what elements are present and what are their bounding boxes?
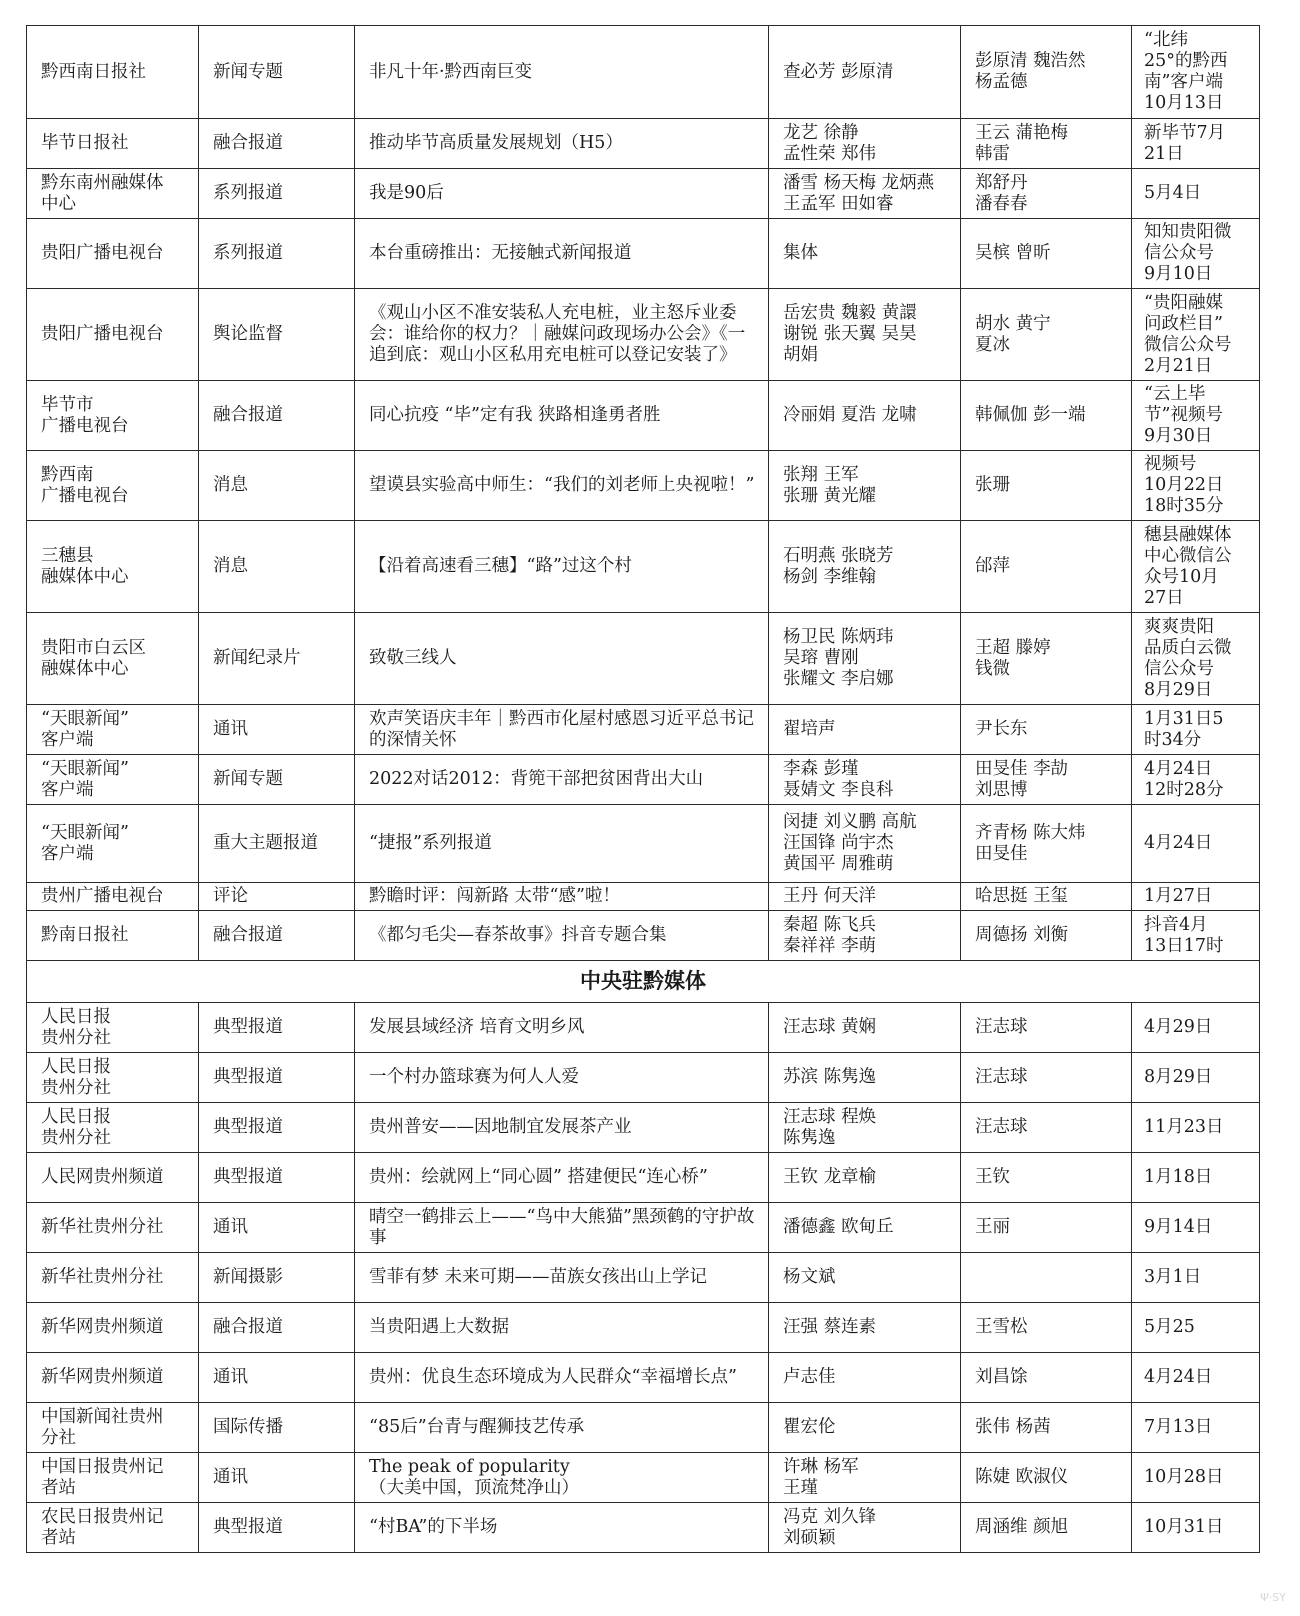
title-cell: 贵州普安——因地制宜发展茶产业 — [355, 1103, 769, 1153]
author-cell: 冷丽娟 夏浩 龙啸 — [769, 381, 961, 451]
publish-date-cell: 5月25 — [1132, 1303, 1260, 1353]
table-row — [27, 1003, 1260, 1053]
title-cell: 《都匀毛尖—春茶故事》抖音专题合集 — [355, 911, 769, 961]
title-cell: 【沿着高速看三穗】“路”过这个村 — [355, 521, 769, 613]
author-cell: 岳宏贵 魏毅 黄譞 谢锐 张天翼 吴昊 胡娟 — [769, 289, 961, 381]
publish-date-cell: 知知贵阳微 信公众号 9月10日 — [1132, 219, 1260, 289]
editor-cell: 韩佩伽 彭一端 — [961, 381, 1132, 451]
category-cell: 消息 — [199, 451, 355, 521]
table-row — [27, 1203, 1260, 1253]
editor-cell: 王雪松 — [961, 1303, 1132, 1353]
editor-cell: 齐青杨 陈大炜 田旻佳 — [961, 805, 1132, 883]
category-cell: 融合报道 — [199, 381, 355, 451]
editor-cell: 王超 滕婷 钱微 — [961, 613, 1132, 705]
publish-date-cell: 3月1日 — [1132, 1253, 1260, 1303]
category-cell: 通讯 — [199, 1203, 355, 1253]
author-cell: 潘德鑫 欧甸丘 — [769, 1203, 961, 1253]
title-cell: “村BA”的下半场 — [355, 1503, 769, 1553]
title-cell: 我是90后 — [355, 169, 769, 219]
unit-cell: 中国日报贵州记 者站 — [27, 1453, 199, 1503]
author-cell: 杨卫民 陈炳玮 吴瑢 曹刚 张耀文 李启娜 — [769, 613, 961, 705]
editor-cell: 陈婕 欧淑仪 — [961, 1453, 1132, 1503]
title-cell: The peak of popularity （大美中国，顶流梵净山） — [355, 1453, 769, 1503]
title-cell: 非凡十年·黔西南巨变 — [355, 26, 769, 119]
publish-date-cell: 4月29日 — [1132, 1003, 1260, 1053]
unit-cell: 中国新闻社贵州 分社 — [27, 1403, 199, 1453]
publish-date-cell: 穗县融媒体 中心微信公 众号10月 27日 — [1132, 521, 1260, 613]
title-cell: 发展县域经济 培育文明乡风 — [355, 1003, 769, 1053]
publish-date-cell: 1月27日 — [1132, 883, 1260, 911]
author-cell: 闵捷 刘义鹏 高航 汪国锋 尚宇杰 黄国平 周雅萌 — [769, 805, 961, 883]
table-row — [27, 911, 1260, 961]
table-row — [27, 26, 1260, 119]
author-cell: 卢志佳 — [769, 1353, 961, 1403]
category-cell: 评论 — [199, 883, 355, 911]
unit-cell: 农民日报贵州记 者站 — [27, 1503, 199, 1553]
unit-cell: 人民日报 贵州分社 — [27, 1053, 199, 1103]
author-cell: 翟培声 — [769, 705, 961, 755]
editor-cell: 王丽 — [961, 1203, 1132, 1253]
table-row — [27, 289, 1260, 381]
table-row — [27, 1053, 1260, 1103]
title-cell: 《观山小区不准安装私人充电桩，业主怒斥业委会：谁给你的权力？｜融媒问政现场办公会》《一追到底：观山小区私用充电桩可以登记安装了》 — [355, 289, 769, 381]
category-cell: 新闻专题 — [199, 755, 355, 805]
publish-date-cell: 11月23日 — [1132, 1103, 1260, 1153]
publish-date-cell: “北纬 25°的黔西 南”客户端 10月13日 — [1132, 26, 1260, 119]
author-cell: 苏滨 陈隽逸 — [769, 1053, 961, 1103]
category-cell: 消息 — [199, 521, 355, 613]
editor-cell: 王云 蒲艳梅 韩雷 — [961, 119, 1132, 169]
author-cell: 汪强 蔡连素 — [769, 1303, 961, 1353]
section-header-row — [27, 961, 1260, 1003]
editor-cell: 彭原清 魏浩然 杨孟德 — [961, 26, 1132, 119]
author-cell: 冯克 刘久锋 刘硕颖 — [769, 1503, 961, 1553]
publish-date-cell: 10月28日 — [1132, 1453, 1260, 1503]
table-row — [27, 1353, 1260, 1403]
title-cell: 贵州：优良生态环境成为人民群众“幸福增长点” — [355, 1353, 769, 1403]
publish-date-cell: 10月31日 — [1132, 1503, 1260, 1553]
title-cell: 晴空一鹤排云上——“鸟中大熊猫”黑颈鹤的守护故事 — [355, 1203, 769, 1253]
title-cell: 同心抗疫 “毕”定有我 狭路相逢勇者胜 — [355, 381, 769, 451]
table-row — [27, 1403, 1260, 1453]
author-cell: 王丹 何天洋 — [769, 883, 961, 911]
unit-cell: 贵州广播电视台 — [27, 883, 199, 911]
category-cell: 通讯 — [199, 705, 355, 755]
unit-cell: 贵阳广播电视台 — [27, 219, 199, 289]
publish-date-cell: 新毕节7月 21日 — [1132, 119, 1260, 169]
author-cell: 张翔 王军 张珊 黄光耀 — [769, 451, 961, 521]
publish-date-cell: 8月29日 — [1132, 1053, 1260, 1103]
editor-cell: 周德扬 刘衡 — [961, 911, 1132, 961]
author-cell: 杨文斌 — [769, 1253, 961, 1303]
editor-cell: 王钦 — [961, 1153, 1132, 1203]
title-cell: 2022对话2012：背篼干部把贫困背出大山 — [355, 755, 769, 805]
unit-cell: 新华网贵州频道 — [27, 1303, 199, 1353]
author-cell: 秦超 陈飞兵 秦祥祥 李萌 — [769, 911, 961, 961]
unit-cell: 贵阳市白云区 融媒体中心 — [27, 613, 199, 705]
editor-cell: 汪志球 — [961, 1103, 1132, 1153]
unit-cell: 人民网贵州频道 — [27, 1153, 199, 1203]
title-cell: 黔瞻时评：闯新路 太带“感”啦！ — [355, 883, 769, 911]
category-cell: 通讯 — [199, 1353, 355, 1403]
category-cell: 国际传播 — [199, 1403, 355, 1453]
title-cell: 当贵阳遇上大数据 — [355, 1303, 769, 1353]
table-row — [27, 1303, 1260, 1353]
category-cell: 典型报道 — [199, 1503, 355, 1553]
author-cell: 许琳 杨军 王瑾 — [769, 1453, 961, 1503]
category-cell: 融合报道 — [199, 1303, 355, 1353]
category-cell: 新闻摄影 — [199, 1253, 355, 1303]
unit-cell: 新华网贵州频道 — [27, 1353, 199, 1403]
category-cell: 通讯 — [199, 1453, 355, 1503]
title-cell: 雪菲有梦 未来可期——苗族女孩出山上学记 — [355, 1253, 769, 1303]
title-cell: “捷报”系列报道 — [355, 805, 769, 883]
awards-table — [26, 25, 1260, 1553]
category-cell: 典型报道 — [199, 1103, 355, 1153]
publish-date-cell: 4月24日 — [1132, 805, 1260, 883]
publish-date-cell: “云上毕 节”视频号 9月30日 — [1132, 381, 1260, 451]
table-body — [27, 26, 1260, 1553]
category-cell: 典型报道 — [199, 1053, 355, 1103]
category-cell: 典型报道 — [199, 1003, 355, 1053]
author-cell: 查必芳 彭原清 — [769, 26, 961, 119]
category-cell: 系列报道 — [199, 169, 355, 219]
editor-cell: 吴槟 曾昕 — [961, 219, 1132, 289]
table-row — [27, 1503, 1260, 1553]
title-cell: 致敬三线人 — [355, 613, 769, 705]
author-cell: 集体 — [769, 219, 961, 289]
editor-cell: 邰萍 — [961, 521, 1132, 613]
author-cell: 潘雪 杨天梅 龙炳燕 王孟军 田如睿 — [769, 169, 961, 219]
publish-date-cell: 抖音4月 13日17时 — [1132, 911, 1260, 961]
table-row — [27, 613, 1260, 705]
category-cell: 融合报道 — [199, 911, 355, 961]
section-title: 中央驻黔媒体 — [27, 961, 1260, 1003]
author-cell: 汪志球 黄娴 — [769, 1003, 961, 1053]
unit-cell: 黔南日报社 — [27, 911, 199, 961]
title-cell: “85后”台青与醒狮技艺传承 — [355, 1403, 769, 1453]
table-row — [27, 381, 1260, 451]
author-cell: 王钦 龙章榆 — [769, 1153, 961, 1203]
publish-date-cell: 4月24日 — [1132, 1353, 1260, 1403]
category-cell: 新闻专题 — [199, 26, 355, 119]
unit-cell: 新华社贵州分社 — [27, 1203, 199, 1253]
unit-cell: 新华社贵州分社 — [27, 1253, 199, 1303]
editor-cell: 周涵维 颜旭 — [961, 1503, 1132, 1553]
table-row — [27, 1253, 1260, 1303]
category-cell: 系列报道 — [199, 219, 355, 289]
publish-date-cell: “贵阳融媒 问政栏目” 微信公众号 2月21日 — [1132, 289, 1260, 381]
title-cell: 贵州：绘就网上“同心圆” 搭建便民“连心桥” — [355, 1153, 769, 1203]
unit-cell: 毕节市 广播电视台 — [27, 381, 199, 451]
table-row — [27, 119, 1260, 169]
unit-cell: “天眼新闻” 客户端 — [27, 805, 199, 883]
publish-date-cell: 9月14日 — [1132, 1203, 1260, 1253]
unit-cell: 黔西南 广播电视台 — [27, 451, 199, 521]
author-cell: 汪志球 程焕 陈隽逸 — [769, 1103, 961, 1153]
editor-cell: 张珊 — [961, 451, 1132, 521]
table-row — [27, 883, 1260, 911]
editor-cell — [961, 1253, 1132, 1303]
table-row — [27, 755, 1260, 805]
table-row — [27, 1153, 1260, 1203]
author-cell: 李森 彭瑾 聂婧文 李良科 — [769, 755, 961, 805]
editor-cell: 汪志球 — [961, 1053, 1132, 1103]
publish-date-cell: 视频号 10月22日 18时35分 — [1132, 451, 1260, 521]
title-cell: 推动毕节高质量发展规划（H5） — [355, 119, 769, 169]
title-cell: 望谟县实验高中师生：“我们的刘老师上央视啦！” — [355, 451, 769, 521]
category-cell: 舆论监督 — [199, 289, 355, 381]
unit-cell: “天眼新闻” 客户端 — [27, 705, 199, 755]
editor-cell: 张伟 杨茜 — [961, 1403, 1132, 1453]
editor-cell: 胡水 黄宁 夏冰 — [961, 289, 1132, 381]
publish-date-cell: 爽爽贵阳 品质白云微 信公众号 8月29日 — [1132, 613, 1260, 705]
editor-cell: 尹长东 — [961, 705, 1132, 755]
table-row — [27, 521, 1260, 613]
table-row — [27, 1453, 1260, 1503]
table-row — [27, 805, 1260, 883]
category-cell: 融合报道 — [199, 119, 355, 169]
unit-cell: 黔西南日报社 — [27, 26, 199, 119]
editor-cell: 哈思挺 王玺 — [961, 883, 1132, 911]
unit-cell: 人民日报 贵州分社 — [27, 1103, 199, 1153]
unit-cell: 黔东南州融媒体 中心 — [27, 169, 199, 219]
category-cell: 重大主题报道 — [199, 805, 355, 883]
editor-cell: 汪志球 — [961, 1003, 1132, 1053]
table-row — [27, 219, 1260, 289]
author-cell: 石明燕 张晓芳 杨剑 李维翰 — [769, 521, 961, 613]
category-cell: 典型报道 — [199, 1153, 355, 1203]
watermark: Ψ·SY — [1260, 1591, 1286, 1604]
publish-date-cell: 4月24日 12时28分 — [1132, 755, 1260, 805]
unit-cell: 人民日报 贵州分社 — [27, 1003, 199, 1053]
table-row — [27, 169, 1260, 219]
category-cell: 新闻纪录片 — [199, 613, 355, 705]
title-cell: 欢声笑语庆丰年｜黔西市化屋村感恩习近平总书记的深情关怀 — [355, 705, 769, 755]
unit-cell: 贵阳广播电视台 — [27, 289, 199, 381]
editor-cell: 田旻佳 李劼 刘思博 — [961, 755, 1132, 805]
publish-date-cell: 1月18日 — [1132, 1153, 1260, 1203]
title-cell: 本台重磅推出：无接触式新闻报道 — [355, 219, 769, 289]
table-row — [27, 705, 1260, 755]
author-cell: 龙艺 徐静 孟性荣 郑伟 — [769, 119, 961, 169]
editor-cell: 郑舒丹 潘春春 — [961, 169, 1132, 219]
publish-date-cell: 1月31日5 时34分 — [1132, 705, 1260, 755]
title-cell: 一个村办篮球赛为何人人爱 — [355, 1053, 769, 1103]
publish-date-cell: 5月4日 — [1132, 169, 1260, 219]
unit-cell: 毕节日报社 — [27, 119, 199, 169]
author-cell: 瞿宏伦 — [769, 1403, 961, 1453]
table-row — [27, 1103, 1260, 1153]
table-row — [27, 451, 1260, 521]
unit-cell: 三穗县 融媒体中心 — [27, 521, 199, 613]
unit-cell: “天眼新闻” 客户端 — [27, 755, 199, 805]
editor-cell: 刘昌馀 — [961, 1353, 1132, 1403]
publish-date-cell: 7月13日 — [1132, 1403, 1260, 1453]
